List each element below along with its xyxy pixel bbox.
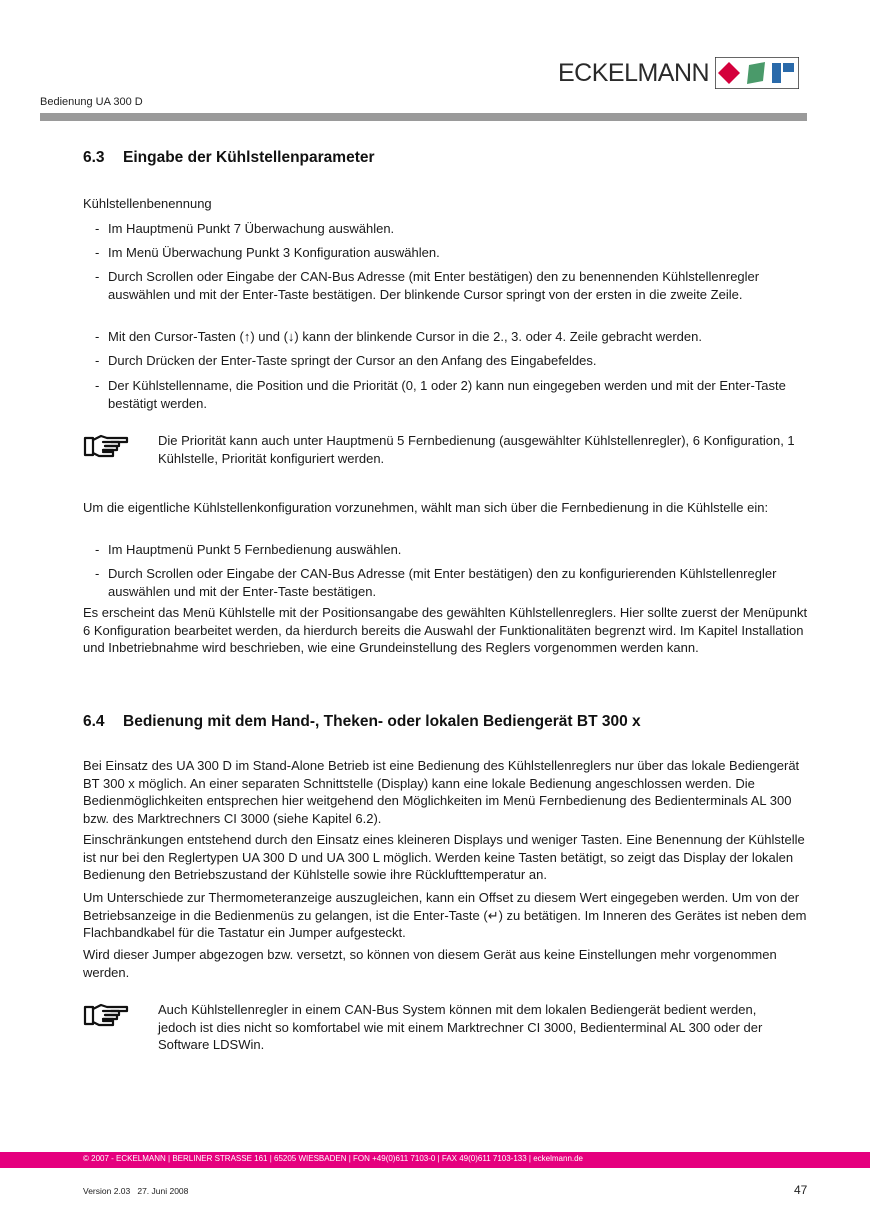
pointing-hand-icon bbox=[83, 1001, 131, 1029]
list-item-text: Durch Drücken der Enter-Taste springt der Cursor an den Anfang des Eingabefeldes. bbox=[108, 353, 597, 368]
list-item-text: Im Hauptmenü Punkt 5 Fernbedienung auswählen. bbox=[108, 542, 402, 557]
section-number: 6.4 bbox=[83, 713, 105, 730]
logo-squares-icon bbox=[715, 57, 799, 89]
list-item: - Durch Scrollen oder Eingabe der CAN-Bus Adresse (mit Enter bestätigen) den zu konfigurierenden Kühlstellenregler auswählen und mit der Enter-Taste bestätigen. bbox=[95, 566, 777, 599]
list-item-text: Mit den Cursor-Tasten (↑) und (↓) kann der blinkende Cursor in die 2., 3. oder 4. Zeile gebracht werden. bbox=[108, 329, 702, 344]
list-item: - Mit den Cursor-Tasten (↑) und (↓) kann der blinkende Cursor in die 2., 3. oder 4. Zeile gebracht werden. bbox=[95, 329, 702, 344]
footer-copyright: © 2007 - ECKELMANN | BERLINER STRASSE 161 | 65205 WIESBADEN | FON +49(0)611 7103-0 | FAX 49(0)611 7103-133 | eckelmann.de bbox=[83, 1154, 584, 1163]
paragraph: Einschränkungen entstehend durch den Einsatz eines kleineren Displays und weniger Tasten. Eine Benennung der Kühlstelle ist nur bei den Reglertypen UA 300 D und UA 300 L möglich. Werden keine Tasten betätigt, so zeigt das Display der lokalen Bedienung den Betriebszustand der Kühlstelle sowie ihre Rücklufttemperatur an. bbox=[83, 832, 805, 882]
section-title: Eingabe der Kühlstellenparameter bbox=[123, 149, 375, 166]
header-divider bbox=[40, 113, 807, 121]
list-item: - Durch Drücken der Enter-Taste springt der Cursor an den Anfang des Eingabefeldes. bbox=[95, 353, 597, 368]
note-text: Auch Kühlstellenregler in einem CAN-Bus System können mit dem lokalen Bediengerät bedient werden, jedoch ist dies nicht so komfortabel wie mit einem Marktrechner CI 3000, Bedienterminal AL 300 oder der Software LDSWin. bbox=[158, 1002, 763, 1052]
paragraph: Bei Einsatz des UA 300 D im Stand-Alone Betrieb ist eine Bedienung des Kühlstellenreglers nur über das lokale Bediengerät BT 300 x möglich. An einer separaten Schnittstelle (Display) kann eine lokale Bedienung angeschlossen werden. Die Bedienmöglichkeiten entsprechen hier weitgehend den Möglichkeiten im Menü Fernbedienung des Bedienterminals AL 300 bzw. des Marktrechners CI 3000 (siehe Kapitel 6.2). bbox=[83, 758, 800, 826]
version-info: Version 2.03 27. Juni 2008 bbox=[83, 1186, 189, 1196]
list-item: - Der Kühlstellenname, die Position und die Priorität (0, 1 oder 2) kann nun eingegeben werden und mit der Enter-Taste bestätigt werden. bbox=[95, 378, 786, 411]
list-item: - Durch Scrollen oder Eingabe der CAN-Bus Adresse (mit Enter bestätigen) den zu benennenden Kühlstellenregler auswählen und mit der Enter-Taste bestätigen. Der blinkende Cursor springt von der ersten in die zweite Zeile. bbox=[95, 269, 760, 302]
paragraph: Um die eigentliche Kühlstellenkonfiguration vorzunehmen, wählt man sich über die Fernbedienung in die Kühlstelle ein: bbox=[83, 500, 769, 515]
section-heading-6-4 bbox=[83, 713, 641, 731]
list-item: - Im Hauptmenü Punkt 5 Fernbedienung auswählen. bbox=[95, 542, 402, 557]
paragraph: Wird dieser Jumper abgezogen bzw. versetzt, so können von diesem Gerät aus keine Einstellungen mehr vorgenommen werden. bbox=[83, 947, 777, 980]
paragraph: Um Unterschiede zur Thermometeranzeige auszugleichen, kann ein Offset zu diesem Wert eingegeben werden. Um von der Betriebsanzeige in die Bedienmenüs zu gelangen, ist die Enter-Taste (↵) zu betätigen. Im Inneren des Gerätes ist neben dem Flachbandkabel für die Tastatur ein Jumper aufgesteckt. bbox=[83, 890, 807, 940]
paragraph-intro: Kühlstellenbenennung bbox=[83, 196, 212, 211]
list-item-text: Im Hauptmenü Punkt 7 Überwachung auswählen. bbox=[108, 221, 395, 236]
list-item-text: Durch Scrollen oder Eingabe der CAN-Bus Adresse (mit Enter bestätigen) den zu konfigurierenden Kühlstellenregler auswählen und mit der Enter-Taste bestätigen. bbox=[108, 566, 777, 599]
page-number: 47 bbox=[794, 1183, 808, 1197]
document-title: Bedienung UA 300 D bbox=[40, 96, 143, 108]
pointing-hand-icon bbox=[83, 432, 131, 460]
list-item: - Im Hauptmenü Punkt 7 Überwachung auswählen. bbox=[95, 221, 395, 236]
footer-bar bbox=[0, 1152, 870, 1168]
list-item: - Im Menü Überwachung Punkt 3 Konfiguration auswählen. bbox=[95, 245, 440, 260]
logo-text: ECKELMANN bbox=[558, 59, 710, 87]
section-number: 6.3 bbox=[83, 149, 105, 166]
section-heading-6-3 bbox=[83, 149, 375, 167]
list-item-text: Durch Scrollen oder Eingabe der CAN-Bus Adresse (mit Enter bestätigen) den zu benennenden Kühlstellenregler auswählen und mit der Enter-Taste bestätigen. Der blinkende Cursor springt von der ersten in die zweite Zeile. bbox=[108, 269, 760, 302]
note-text: Die Priorität kann auch unter Hauptmenü 5 Fernbedienung (ausgewählter Kühlstellenregler), 6 Konfiguration, 1 Kühlstelle, Priorität konfiguriert werden. bbox=[158, 433, 795, 466]
paragraph: Es erscheint das Menü Kühlstelle mit der Positionsangabe des gewählten Kühlstellenreglers. Hier sollte zuerst der Menüpunkt 6 Konfiguration bearbeitet werden, da hierdurch bereits die Auswahl der Funktionalitäten begrenzt wird. Im Kapitel Installation und Inbetriebnahme wird beschrieben, wie eine Grundeinstellung des Reglers vorgenommen werden kann. bbox=[83, 605, 808, 655]
eckelmann-logo bbox=[558, 57, 799, 89]
section-title: Bedienung mit dem Hand-, Theken- oder lokalen Bediengerät BT 300 x bbox=[123, 713, 641, 730]
list-item-text: Im Menü Überwachung Punkt 3 Konfiguration auswählen. bbox=[108, 245, 440, 260]
list-item-text: Der Kühlstellenname, die Position und die Priorität (0, 1 oder 2) kann nun eingegeben werden und mit der Enter-Taste bestätigt werden. bbox=[108, 378, 786, 411]
